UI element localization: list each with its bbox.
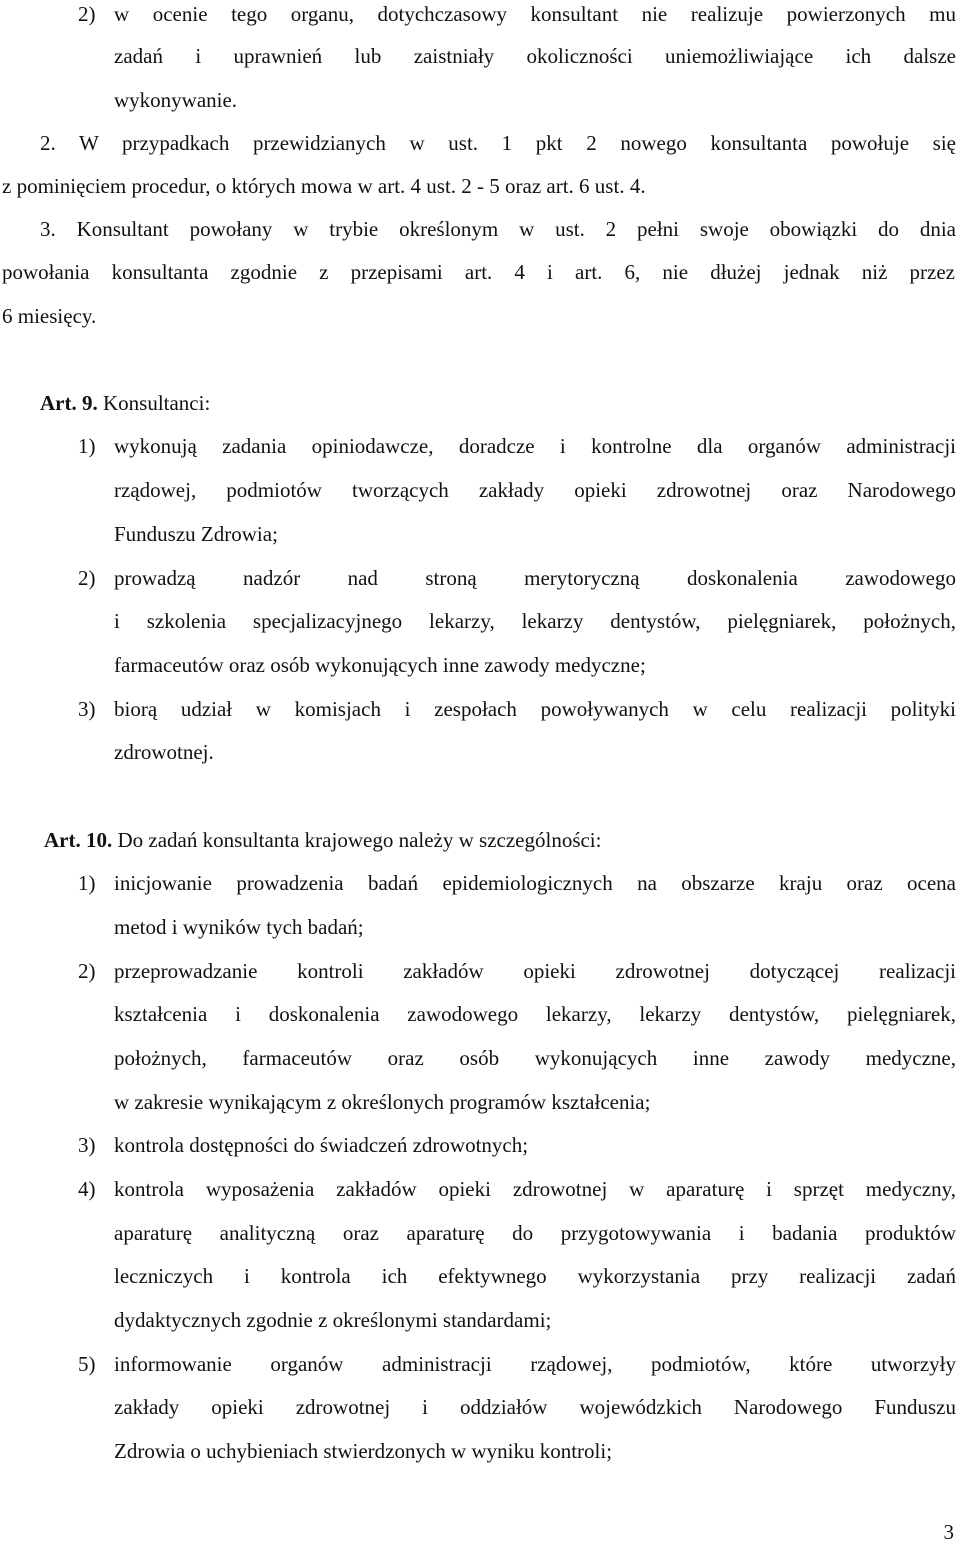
list-item-line: Zdrowia o uchybieniach stwierdzonych w wyniku kontroli; xyxy=(114,1439,613,1463)
list-item-line: metod i wyników tych badań; xyxy=(114,915,364,939)
list-item-line: w zakresie wynikającym z określonych programów kształcenia; xyxy=(114,1090,651,1114)
list-item-line: wykonywanie. xyxy=(114,88,238,112)
paragraph-line: powołania konsultanta zgodnie z przepisami art. 4 i art. 6, nie dłużej jednak niż przez xyxy=(2,260,955,284)
list-item-line: aparaturę analityczną oraz aparaturę do przygotowywania i badania produktów xyxy=(114,1221,956,1245)
list-item-number: 2) xyxy=(78,2,96,26)
list-item-line: kontrola wyposażenia zakładów opieki zdrowotnej w aparaturę i sprzęt medyczny, xyxy=(114,1177,956,1201)
list-item-line: w ocenie tego organu, dotychczasowy konsultant nie realizuje powierzonych mu xyxy=(114,2,956,26)
list-item-line: zakłady opieki zdrowotnej i oddziałów wojewódzkich Narodowego Funduszu xyxy=(114,1395,956,1419)
list-item-number: 1) xyxy=(78,871,96,895)
list-item-number: 2) xyxy=(78,959,96,983)
list-item-number: 3) xyxy=(78,697,96,721)
paragraph-line: z pominięciem procedur, o których mowa w art. 4 ust. 2 - 5 oraz art. 6 ust. 4. xyxy=(2,174,646,198)
list-item-line: kontrola dostępności do świadczeń zdrowotnych; xyxy=(114,1133,529,1157)
list-item-line: rządowej, podmiotów tworzących zakłady opieki zdrowotnej oraz Narodowego xyxy=(114,478,956,502)
paragraph-line: 6 miesięcy. xyxy=(2,304,97,328)
list-item-line: inicjowanie prowadzenia badań epidemiologicznych na obszarze kraju oraz ocena xyxy=(114,871,956,895)
list-item-number: 4) xyxy=(78,1177,96,1201)
article-intro: Do zadań konsultanta krajowego należy w szczególności: xyxy=(117,828,602,852)
article-9 xyxy=(40,389,210,417)
list-item-line: zadań i uprawnień lub zaistniały okoliczności uniemożliwiające ich dalsze xyxy=(114,44,956,68)
article-heading: Art. 10. xyxy=(44,828,113,852)
page-number: 3 xyxy=(943,1520,954,1544)
list-item-line: dydaktycznych zgodnie z określonymi standardami; xyxy=(114,1308,552,1332)
article-10 xyxy=(44,826,601,854)
list-item-line: farmaceutów oraz osób wykonujących inne zawody medyczne; xyxy=(114,653,646,677)
list-item-line: leczniczych i kontrola ich efektywnego wykorzystania przy realizacji zadań xyxy=(114,1264,956,1288)
article-intro: Konsultanci: xyxy=(102,391,211,415)
list-item-number: 2) xyxy=(78,566,96,590)
list-item-line: zdrowotnej. xyxy=(114,740,214,764)
list-item-line: kształcenia i doskonalenia zawodowego lekarzy, lekarzy dentystów, pielęgniarek, xyxy=(114,1002,956,1026)
list-item-line: biorą udział w komisjach i zespołach powoływanych w celu realizacji polityki xyxy=(114,697,956,721)
paragraph-line: 2. W przypadkach przewidzianych w ust. 1 pkt 2 nowego konsultanta powołuje się xyxy=(40,131,956,155)
list-item-number: 1) xyxy=(78,434,96,458)
list-item-number: 5) xyxy=(78,1352,96,1376)
list-item-line: położnych, farmaceutów oraz osób wykonujących inne zawody medyczne, xyxy=(114,1046,956,1070)
list-item-line: prowadzą nadzór nad stroną merytoryczną doskonalenia zawodowego xyxy=(114,566,956,590)
list-item-line: i szkolenia specjalizacyjnego lekarzy, lekarzy dentystów, pielęgniarek, położnych, xyxy=(114,609,956,633)
list-item-line: przeprowadzanie kontroli zakładów opieki zdrowotnej dotyczącej realizacji xyxy=(114,959,956,983)
paragraph-line: 3. Konsultant powołany w trybie określonym w ust. 2 pełni swoje obowiązki do dnia xyxy=(40,217,956,241)
list-item-line: informowanie organów administracji rządowej, podmiotów, które utworzyły xyxy=(114,1352,956,1376)
article-heading: Art. 9. xyxy=(40,391,98,415)
list-item-number: 3) xyxy=(78,1133,96,1157)
list-item-line: Funduszu Zdrowia; xyxy=(114,522,278,546)
list-item-line: wykonują zadania opiniodawcze, doradcze i kontrolne dla organów administracji xyxy=(114,434,956,458)
